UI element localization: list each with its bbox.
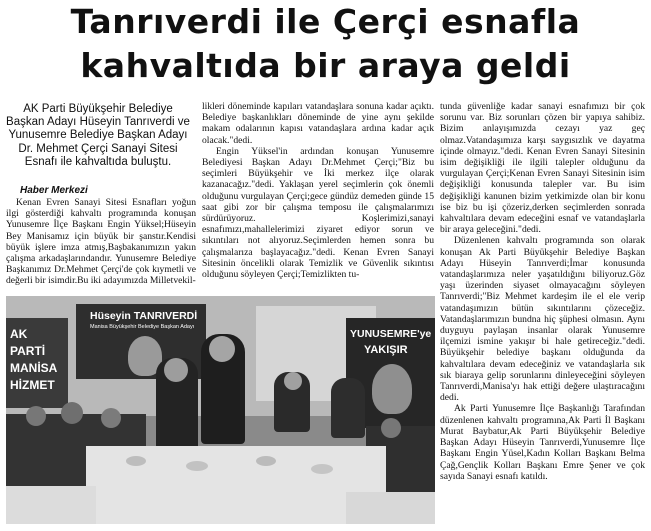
side-banner-line-3: HİZMET — [10, 378, 55, 392]
news-photo — [6, 296, 435, 524]
column-3-paragraph-2: Düzenlenen kahvaltı programında son olarak konuşan Ak Parti Büyükşehir Belediye Başkan Adayı Hüseyin Tanrıverdi;İmar konusunda vatandaşlarımıza neler yaşatıldığını biliyoruz.Göz yaşı üzerinden siyaset olmayacağını söyleyen Tanrıverdi;"Biz Mehmet kardeşim ile el ele verip vatandaşımızın bütün sıkıntılarını çözeceğiz. Vatandaşlarımızın bundna hiç şüphesi olmasın. Aynı duyguyu paylaşan insanlar olarak Yunusemre ilçemizi ismine yakışır bi hale getireceğiz."dedi. Büyükşehir belediye başkanı olduğunda da kahvaltılara devam edeceğiniz ve vatandaşlarla sık sık biaraya gelip sorunlarını dinleyeceğini söyleyen Tanrıverdi,Manisa'yı hak ettiği değere ulaştıracağını dedi. — [440, 235, 645, 404]
column-2-paragraph-1: likleri döneminde kapıları vatandaşlara sonuna kadar açıktı. Belediye başkanlıkları döneminde de yine aynı şekilde makam odalarının kapısı vatandaşlara ardına kadar açık olacak."dedi. — [202, 101, 434, 146]
headline-line-1: Tanrıverdi ile Çerçi esnafla — [70, 2, 581, 41]
column-1-paragraph: Kenan Evren Sanayi Sitesi Esnafları yoğun ilgi gösterdiği kahvaltı programında konuşan Yunusemre İlçe Başkanı Engin Yüksel;Hüseyin Bey Manisamız için büyük bir şanstır.Kendisi büyük işlere imza atmış,Başbakanımızın yakın çalışma arkadaşlarındandır. Yunusemre Belediye Başkanımız Dr.Mehmet Çerçi'de çok kıymetli ve değerli bir isimdir.Bu iki adayımızda Milletvekil- — [6, 197, 196, 287]
column-2-paragraph-2: Engin Yüksel'in ardından konuşan Yunusemre Belediyesi Başkan Adayı Dr.Mehmet Çerçi;"Biz bu seçimleri Büyükşehir ve İki merkez ilçe olarak kazanacağız."dedi. Yaklaşan yerel seçimlerin çok önemli olduğunu vurgulayan Çerçi;gece gündüz demeden günde 15 saat gibi zor bir çalışma temposu ile çalışmalarımızı sürdürüyoruz. Koşlerimizi,sanayi esnafımızı,mahallelerimizi ziyaret ediyor sorun ve sıkıntıları not alıyoruz.Seçimlerden hemen sonra bu çalışmalarıza başlayacağız."dedi. Kenan Evren Sanayi Sitesinin öncelikli olarak Temizlik ve Güvenlik sıkıntısı olduğunu söyleyen Çerçi;Temizlikten tu- — [202, 145, 434, 281]
column-3-paragraph-3: Ak Parti Yunusemre İlçe Başkanlığı Tarafından düzenlenen kahvaltı programına,Ak Parti İl Başkanı Murat Baybatur,Ak Parti Büyükşehir Belediye Başkan Adayı Hüseyin Tanrıverdi,Yunusemre İlçe Başkanı Engin Yüsel,Kadın Kolları Başkanı Belma Çağ,Gençlik Kolları Başkanı Emre Şener ve çok sayıda Sanayi esnafı katıldı. — [440, 403, 645, 482]
side-banner — [6, 318, 68, 408]
article-column-2 — [202, 101, 434, 280]
banner-right-line-2: YAKIŞIR — [364, 344, 408, 356]
column-3-paragraph-1: tunda güvenliğe kadar sanayi esnafımızı bir çok sorunu var. Biz sorunları çözen bir yapıya sahibiz. Bizim anlayışımızda cezayı yaz geç olmaz.Vatandaşımıza karşı saygısızlık ve dayatma içinde olmayız."dedi. Kenan Evren Sanayi Sitesinin isim değişikliği ile ilgili talepler olduğunu da vurgulayan Çerçi;Kenan Evren Sanayi Sitesinin isim değişikliği konusunda talepler var. Bu isim değişikliği kanunen bizim yetkimizde olan bir konu ise biz bu işi çözeriz,derken seçimlerden sonrada kahvaltılara devam edeceğini esnaf ve vatandaşlarla bir araya geleceğini."dedi. — [440, 101, 645, 236]
banner-left-subtitle: Manisa Büyükşehir Belediye Başkan Adayı — [90, 324, 195, 330]
banner-right-portrait — [372, 364, 412, 414]
banner-right-line-1: YUNUSEMRE'ye — [350, 328, 432, 340]
side-banner-line-1: AK PARTİ — [10, 327, 46, 358]
headline-line-2: kahvaltıda bir araya geldi — [80, 46, 571, 85]
byline: Haber Merkezi — [20, 185, 88, 196]
article-column-1 — [6, 197, 196, 287]
article-column-3 — [440, 101, 645, 482]
side-banner-line-2: MANİSA — [10, 361, 58, 375]
banner-left-name: Hüseyin TANRIVERDİ — [90, 310, 198, 322]
lead-paragraph: AK Parti Büyükşehir Belediye Başkan Adayı Hüseyin Tanrıverdi ve Yunusemre Belediye Başkan Adayı Dr. Mehmet Çerçi Sanayi Sitesi Esnafı ile kahvaltıda buluştu. — [6, 103, 190, 168]
